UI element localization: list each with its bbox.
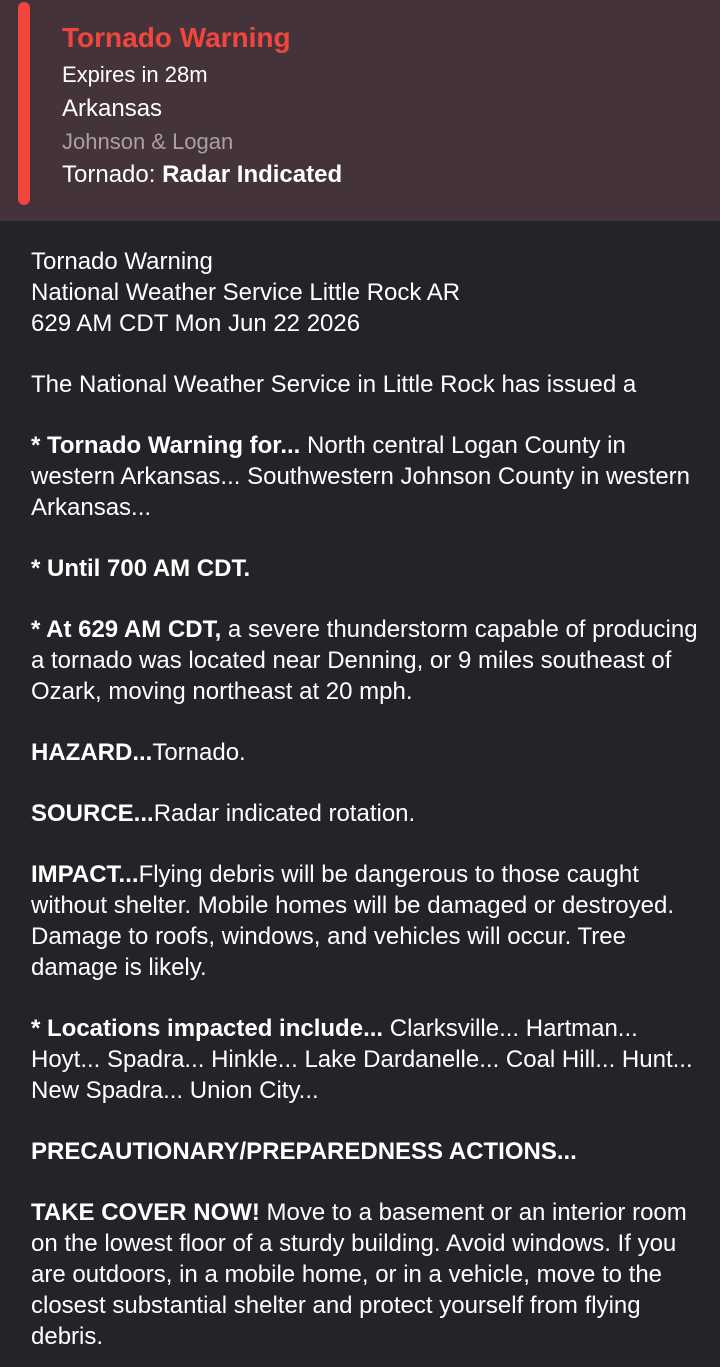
at-label: * At 629 AM CDT, <box>31 616 222 643</box>
threat-detail <box>62 158 702 192</box>
alert-message-body <box>31 246 701 1352</box>
hazard-label: HAZARD... <box>31 739 153 766</box>
take-cover-paragraph <box>31 1197 701 1352</box>
at-text: a severe thunderstorm capable of producing a tornado was located near Denning, or 9 miles southeast of Ozark, moving northeast at 20 mph. <box>31 616 698 705</box>
alert-summary <box>62 18 702 192</box>
alert-counties: Johnson & Logan <box>62 129 234 154</box>
heading-line-1: Tornado Warning <box>31 248 213 275</box>
take-cover-label: TAKE COVER NOW! <box>31 1199 260 1226</box>
take-cover-text: Move to a basement or an interior room on the lowest floor of a sturdy building. Avoid windows. If you are outdoors, in a mobile home, or in a vehicle, move to the closest substantial shelter and protect yourself from flying debris. <box>31 1199 687 1350</box>
hazard-paragraph <box>31 737 701 768</box>
threat-value: Radar Indicated <box>162 161 343 188</box>
precaution-label: PRECAUTIONARY/PREPAREDNESS ACTIONS... <box>31 1138 577 1165</box>
alert-state: Arkansas <box>62 95 163 122</box>
alert-expiry <box>62 58 702 92</box>
until-paragraph <box>31 553 701 584</box>
impact-text: Flying debris will be dangerous to those caught without shelter. Mobile homes will be damaged or destroyed. Damage to roofs, windows, and vehicles will occur. Tree damage is likely. <box>31 861 675 981</box>
hazard-text: Tornado. <box>152 739 246 766</box>
source-label: SOURCE... <box>31 800 154 827</box>
impact-paragraph <box>31 859 701 983</box>
message-heading <box>31 246 701 339</box>
heading-line-2: National Weather Service Little Rock AR <box>31 279 461 306</box>
precaution-paragraph <box>31 1136 701 1167</box>
alert-header[interactable] <box>0 0 720 221</box>
impact-label: IMPACT... <box>31 861 139 888</box>
locations-label: * Locations impacted include... <box>31 1015 384 1042</box>
locations-paragraph <box>31 1013 701 1106</box>
until-label: * Until 700 AM CDT. <box>31 555 251 582</box>
locations-text: Clarksville... Hartman... Hoyt... Spadra... Hinkle... Lake Dardanelle... Coal Hill... Hunt... New Spadra... Union City... <box>31 1015 693 1104</box>
threat-label: Tornado: <box>62 161 156 188</box>
alert-severity-bar <box>18 2 30 205</box>
warning-for-text: North central Logan County in western Arkansas... Southwestern Johnson County in western Arkansas... <box>31 432 691 521</box>
alert-title: Tornado Warning <box>62 22 291 53</box>
expires-label: Expires in <box>62 62 159 87</box>
expires-value: 28m <box>164 62 208 87</box>
warning-for-paragraph <box>31 430 701 523</box>
warning-for-label: * Tornado Warning for... <box>31 432 301 459</box>
heading-line-3: 629 AM CDT Mon Jun 22 2026 <box>31 310 361 337</box>
source-text: Radar indicated rotation. <box>153 800 416 827</box>
source-paragraph <box>31 798 701 829</box>
message-intro: The National Weather Service in Little Rock has issued a <box>31 371 637 398</box>
at-paragraph <box>31 614 701 707</box>
